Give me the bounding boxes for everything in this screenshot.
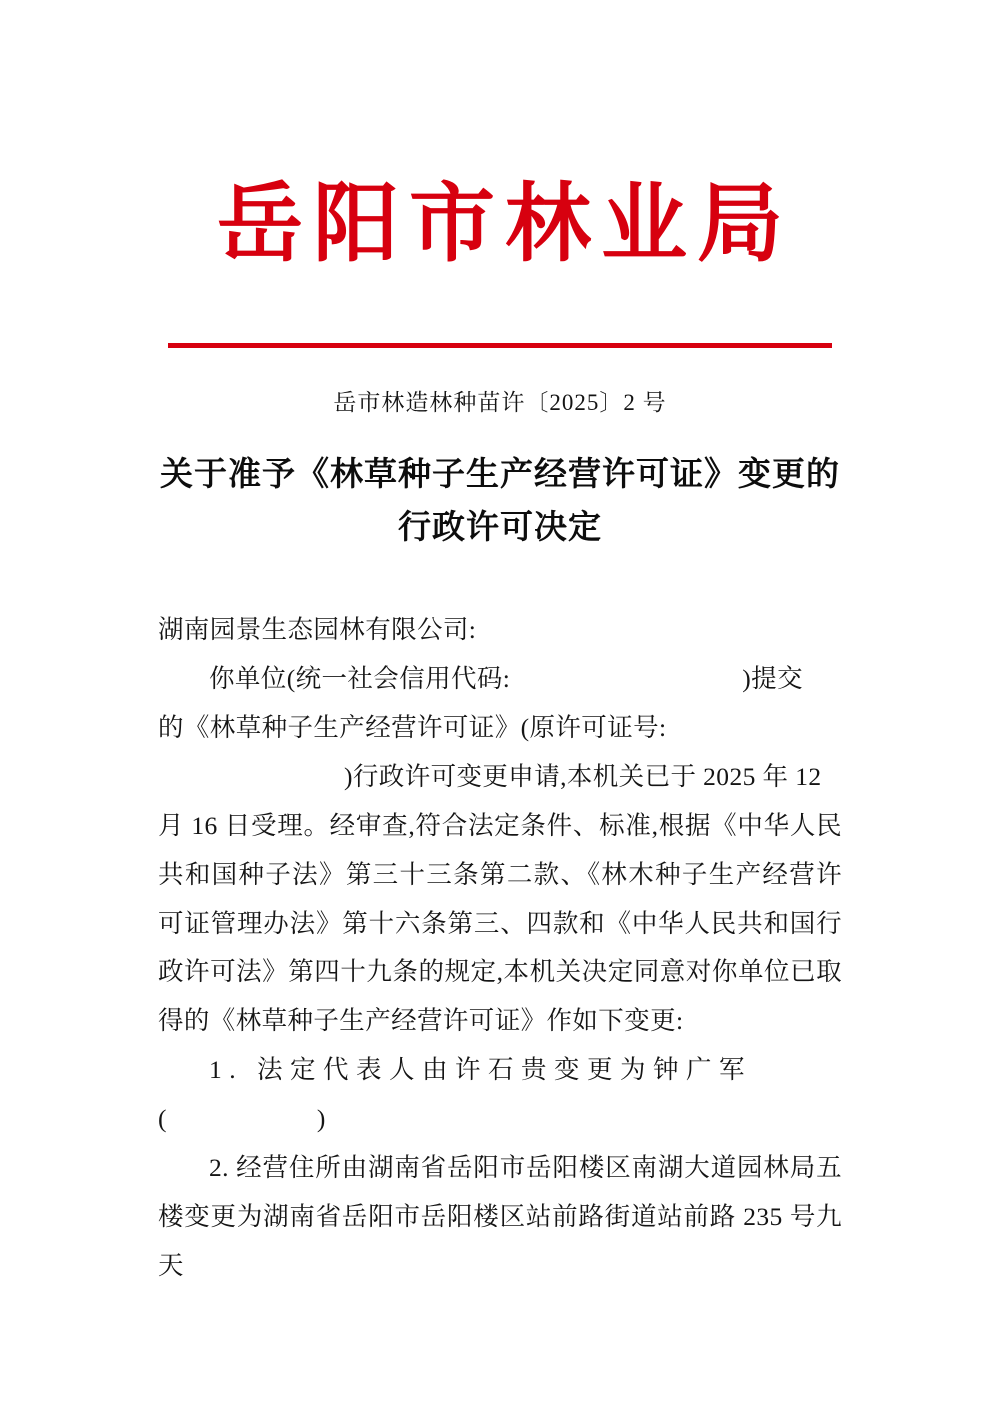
page-title	[158, 447, 842, 554]
application-line: )行政许可变更申请,本机关已于 2025 年 12	[344, 761, 822, 791]
license-number-prefix: 的《林草种子生产经营许可证》(原许可证号:	[158, 712, 667, 742]
masthead-divider	[168, 343, 832, 348]
item1-paren-close: )	[316, 1104, 326, 1134]
change-item-1: 1. 法定代表人由许石贵变更为钟广军	[209, 1055, 753, 1085]
salutation: 湖南园景生态园林有限公司:	[158, 614, 477, 644]
change-item-2: 2. 经营住所由湖南省岳阳市岳阳楼区南湖大道园林局五楼变更为湖南省岳阳市岳阳楼区站前路街道站前路 235 号九天	[158, 1153, 842, 1281]
paragraph-credit-code	[158, 655, 842, 704]
page-title-line-1: 关于准予《林草种子生产经营许可证》变更的	[160, 453, 840, 493]
item1-paren-open: (	[158, 1104, 167, 1134]
paragraph-license-number	[158, 704, 842, 753]
page-title-line-2: 行政许可决定	[398, 507, 602, 547]
paragraph-application	[158, 753, 842, 802]
document-body	[158, 606, 842, 1291]
credit-code-suffix: )提交	[742, 663, 803, 693]
paragraph-legal-basis: 月 16 日受理。经审查,符合法定条件、标准,根据《中华人民共和国种子法》第三十三条第二款、《林木种子生产经营许可证管理办法》第十六条第三、四款和《中华人民共和国行政许可法》第四十九条的规定,本机关决定同意对你单位已取得的《林草种子生产经营许可证》作如下变更:	[158, 810, 842, 1036]
issuing-organization-title: 岳阳市林业局	[217, 173, 793, 274]
masthead	[158, 0, 842, 348]
change-item-1-blank-line	[158, 1095, 842, 1144]
document-number: 岳市林造林种苗许〔2025〕2 号	[333, 389, 667, 415]
credit-code-prefix: 你单位(统一社会信用代码:	[209, 663, 511, 693]
